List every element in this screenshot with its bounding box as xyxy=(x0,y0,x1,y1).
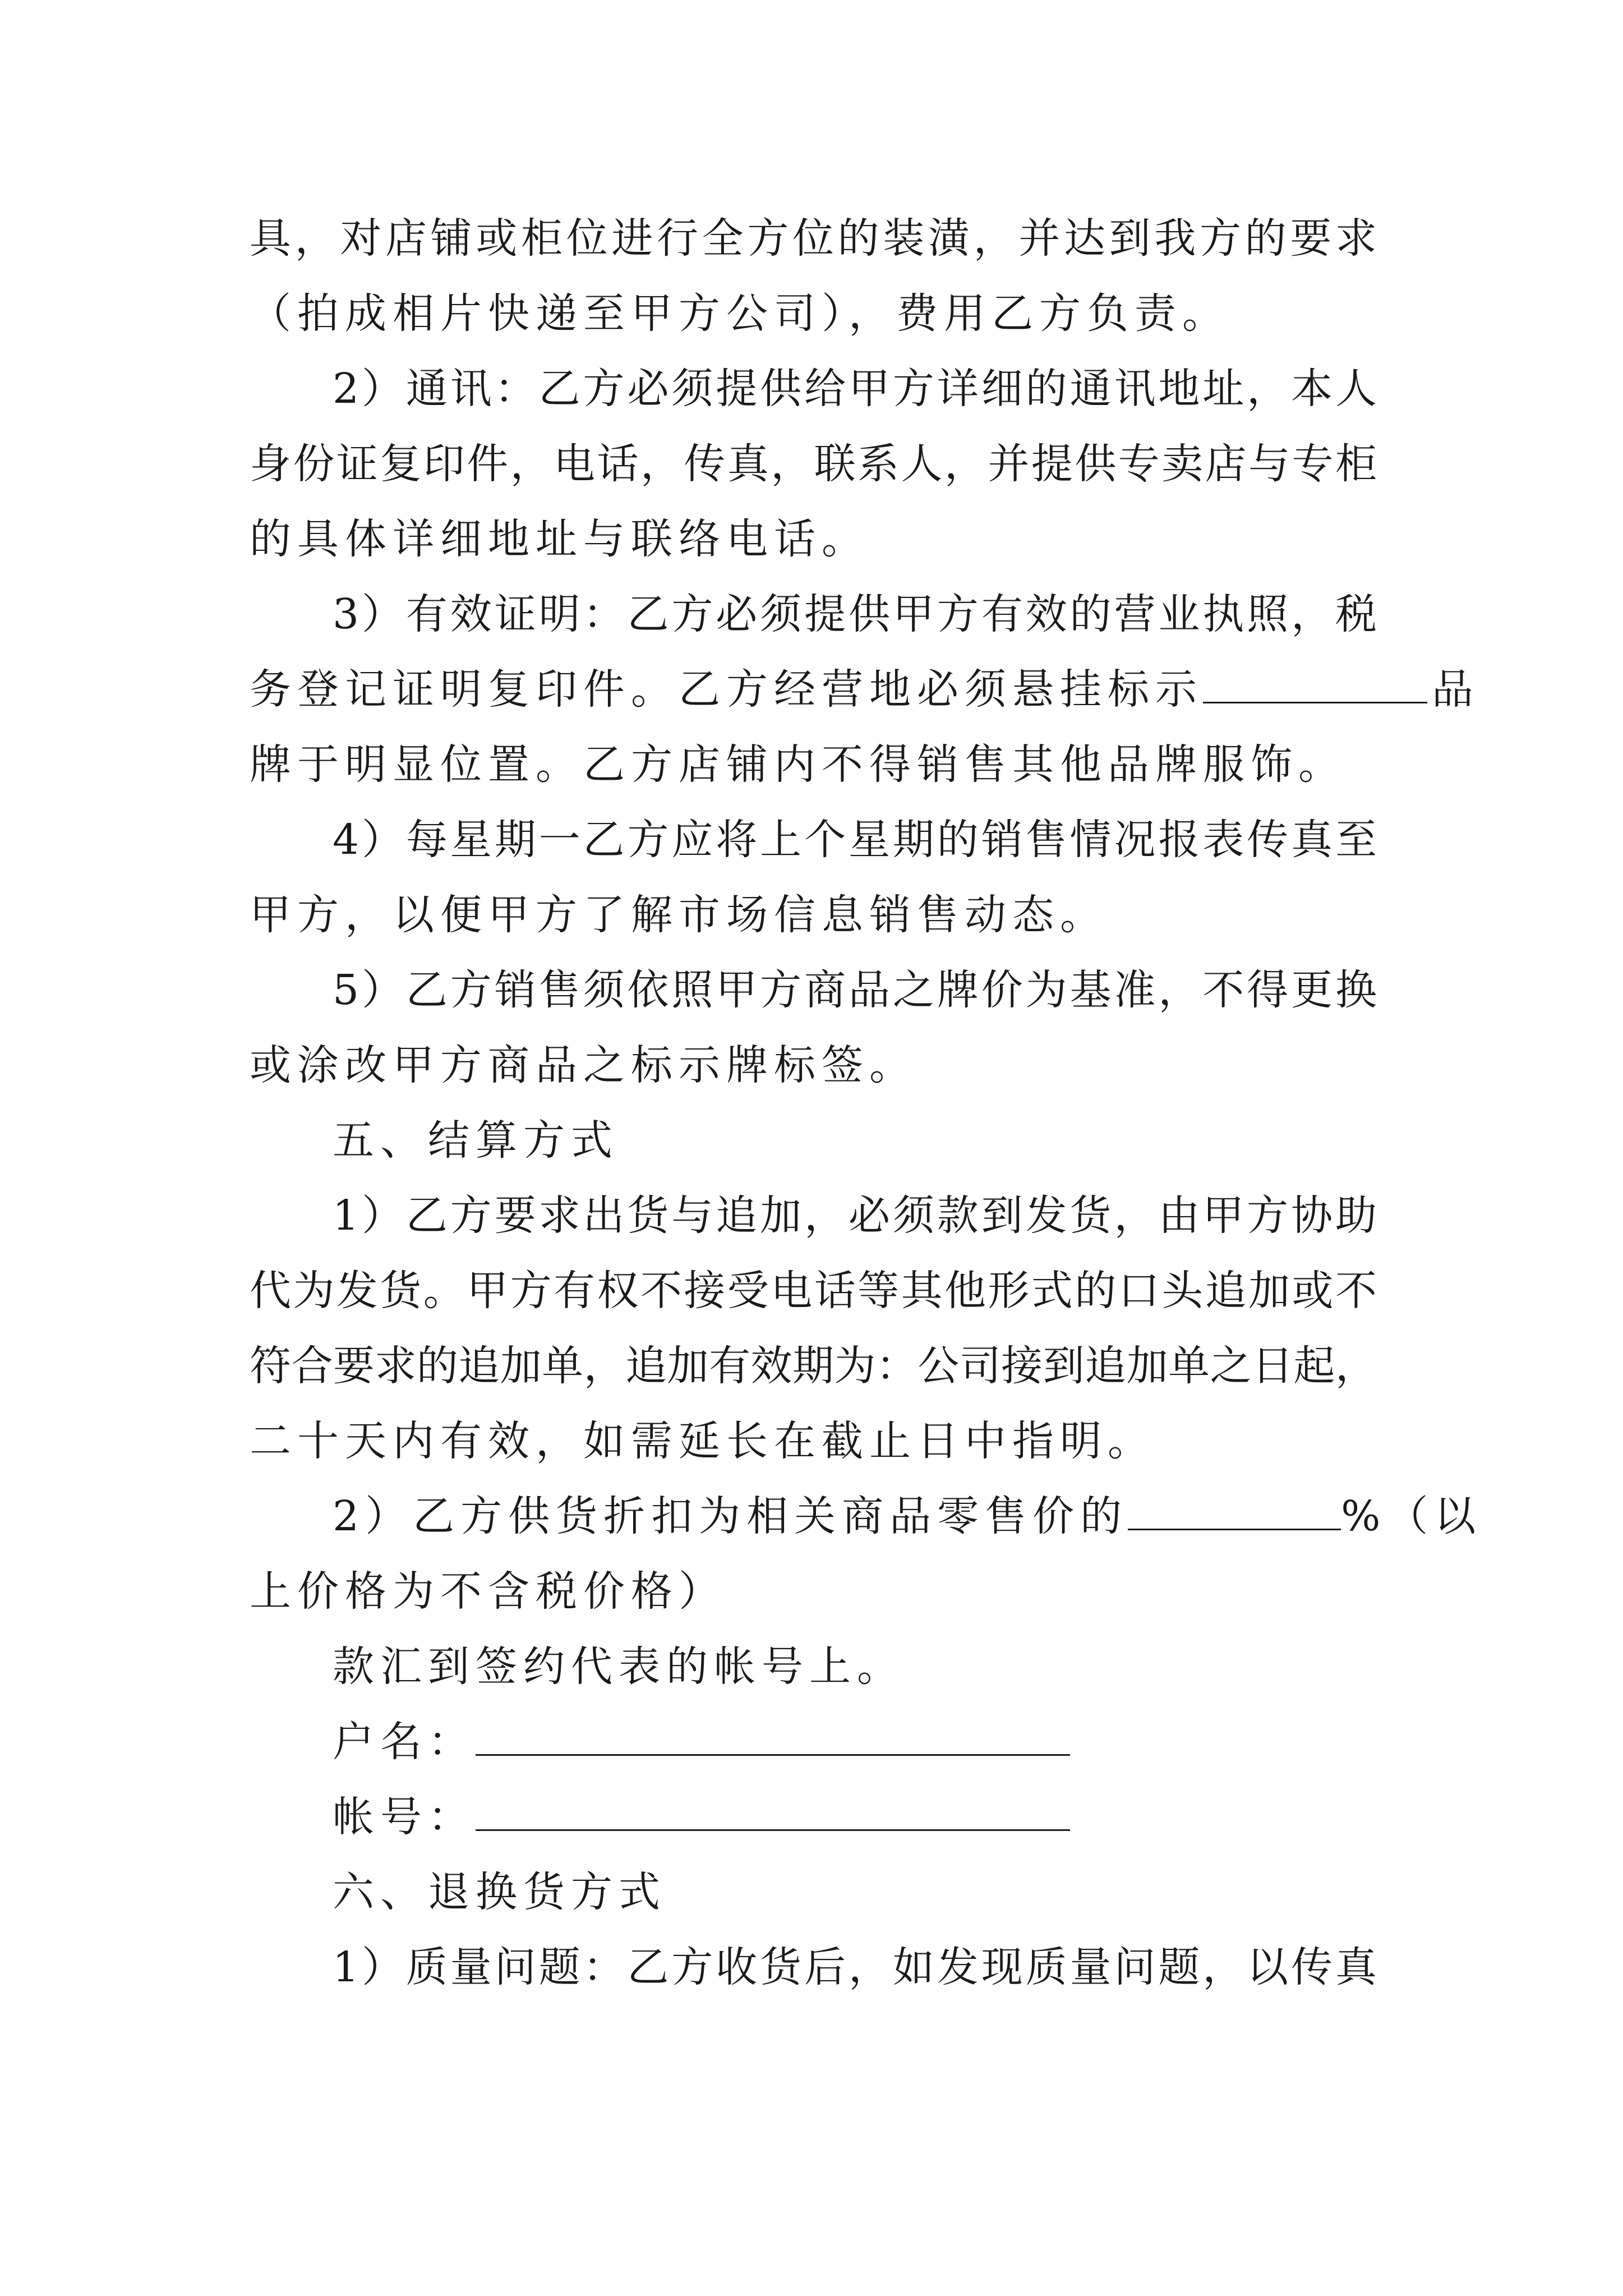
paragraph-line xyxy=(250,887,1377,943)
paragraph-line xyxy=(250,436,1377,492)
line-text: 上价格为不含税价格） xyxy=(250,1567,726,1616)
paragraph-line xyxy=(333,812,1377,868)
line-text: 4）每星期一乙方应将上个星期的销售情况报表传真至 xyxy=(333,816,1377,864)
paragraph-line xyxy=(250,1263,1377,1319)
line-text: 或涂改甲方商品之标示牌标签。 xyxy=(250,1041,917,1089)
line-text: 牌于明显位置。乙方店铺内不得销售其他品牌服饰。 xyxy=(250,740,1346,789)
line-text: 甲方，以便甲方了解市场信息销售动态。 xyxy=(250,891,1108,939)
line-text: 3）有效证明：乙方必须提供甲方有效的营业执照，税 xyxy=(333,590,1377,638)
line-text: 1）乙方要求出货与追加，必须款到发货，由甲方协助 xyxy=(333,1191,1377,1240)
line-text: 二十天内有效，如需延长在截止日中指明。 xyxy=(250,1417,1155,1465)
line-text: 2）乙方供货折扣为相关商品零售价的 xyxy=(333,1492,1128,1540)
paragraph-line xyxy=(250,286,1377,342)
paragraph-line xyxy=(333,962,1377,1018)
line-text: 1）质量问题：乙方收货后，如发现质量问题，以传真 xyxy=(333,1943,1377,1991)
line-text: 5）乙方销售须依照甲方商品之牌价为基准，不得更换 xyxy=(333,966,1377,1014)
brand-blank[interactable] xyxy=(1203,661,1427,703)
paragraph-line xyxy=(250,1037,1377,1093)
line-text: 务登记证明复印件。乙方经营地必须悬挂标示 xyxy=(250,665,1203,714)
line-text: 品 xyxy=(1432,665,1479,714)
paragraph-line xyxy=(250,511,1377,567)
account-number-blank[interactable] xyxy=(476,1789,1070,1831)
paragraph-line xyxy=(333,586,1377,642)
paragraph-line xyxy=(333,1488,1482,1544)
paragraph-line xyxy=(333,361,1377,417)
line-text: 具，对店铺或柜位进行全方位的装潢，并达到我方的要求 xyxy=(250,214,1377,263)
paragraph-line xyxy=(250,1338,1377,1394)
paragraph-line xyxy=(333,1639,1377,1695)
paragraph-line xyxy=(250,1563,1377,1619)
paragraph-line xyxy=(250,661,1479,717)
paragraph-line xyxy=(250,1413,1377,1469)
line-text: 款汇到签约代表的帐号上。 xyxy=(333,1642,905,1691)
line-text: （拍成相片快递至甲方公司），费用乙方负责。 xyxy=(250,289,1230,338)
line-text: 身份证复印件，电话，传真，联系人，并提供专卖店与专柜 xyxy=(250,440,1377,488)
line-text: 代为发货。甲方有权不接受电话等其他形式的口头追加或不 xyxy=(250,1267,1377,1315)
discount-blank[interactable] xyxy=(1128,1488,1341,1530)
line-text: 2）通讯：乙方必须提供给甲方详细的通讯地址，本人 xyxy=(333,365,1377,413)
account-name-row xyxy=(333,1714,1377,1770)
line-text: 符合要求的追加单，追加有效期为：公司接到追加单之日起， xyxy=(250,1342,1377,1390)
heading-text: 六、退换货方式 xyxy=(333,1868,666,1916)
paragraph-line xyxy=(333,1188,1377,1244)
account-name-blank[interactable] xyxy=(476,1714,1070,1756)
account-number-row xyxy=(333,1789,1377,1845)
account-name-label: 户名： xyxy=(333,1718,476,1766)
line-text: %（以 xyxy=(1341,1492,1482,1540)
paragraph-line xyxy=(250,210,1377,266)
paragraph-line xyxy=(333,1939,1377,1995)
section-heading xyxy=(333,1112,1377,1168)
section-heading xyxy=(333,1864,1377,1920)
paragraph-line xyxy=(250,737,1377,793)
account-number-label: 帐号： xyxy=(333,1793,476,1841)
line-text: 的具体详细地址与联络电话。 xyxy=(250,515,869,563)
heading-text: 五、结算方式 xyxy=(333,1116,619,1165)
